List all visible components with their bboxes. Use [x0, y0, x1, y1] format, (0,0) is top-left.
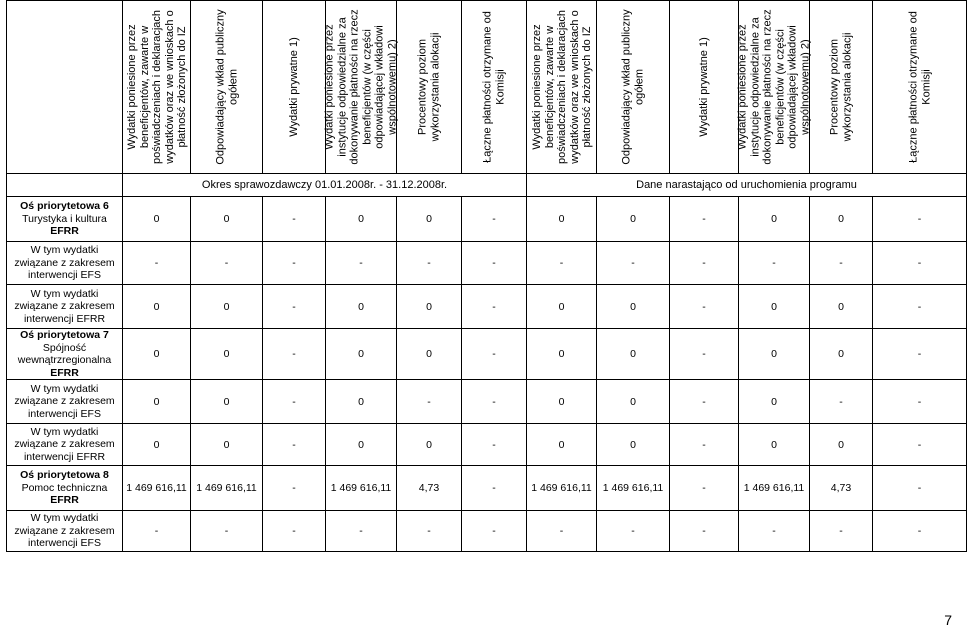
col-header — [323, 1, 398, 174]
value-cell: 0 — [597, 197, 670, 242]
value-cell: - — [191, 511, 263, 552]
value-cell: - — [462, 329, 527, 380]
col-header-label: Procentowy poziom wykorzystania alokacji — [828, 32, 853, 142]
value-cell: - — [263, 380, 326, 424]
value-cell: 0 — [810, 424, 873, 466]
row-label-line: związane z zakresem — [14, 395, 115, 408]
value-cell: - — [462, 466, 527, 511]
col-header-label: Wydatki prywatne 1) — [697, 37, 710, 137]
value-cell: 4,73 — [810, 466, 873, 511]
value-cell: - — [397, 380, 462, 424]
value-cell: - — [597, 511, 670, 552]
value-cell: - — [597, 242, 670, 285]
value-cell: - — [397, 511, 462, 552]
col-header-label: Wydatki poniesione przez beneficjentów, zawarte w poświadczeniach i deklaracjach wydatków oraz we wnioskach o płatność złożonych do IZ — [125, 9, 188, 165]
row-label-line: W tym wydatki — [30, 287, 99, 300]
value-cell: 0 — [123, 285, 191, 329]
value-cell: - — [263, 329, 326, 380]
row-label-line: W tym wydatki — [30, 512, 99, 525]
value-cell: - — [397, 242, 462, 285]
value-cell: 0 — [597, 285, 670, 329]
col-header — [873, 1, 967, 174]
col-header-label: Wydatki poniesione przez instytucje odpowiedzialne za dokonywanie płatności na rzecz beneficjentów (w części odpowiadającej wkładowi wspólnotowemu) 2) — [323, 9, 398, 165]
value-cell: - — [873, 197, 967, 242]
value-cell: - — [670, 197, 739, 242]
row-label-line: Turystyka i kultura — [22, 212, 107, 225]
col-header — [597, 1, 670, 174]
value-cell: - — [670, 329, 739, 380]
value-cell: 0 — [123, 329, 191, 380]
value-cell: 1 469 616,11 — [597, 466, 670, 511]
row-label-line: Oś priorytetowa 7 — [20, 329, 109, 341]
row-label-line: wewnątrzregionalna — [17, 354, 112, 366]
row-label — [7, 197, 123, 242]
value-cell: - — [263, 197, 326, 242]
row-label — [7, 511, 123, 552]
value-cell: 0 — [810, 285, 873, 329]
row-label-line: związane z zakresem — [14, 256, 115, 269]
col-header — [462, 1, 527, 174]
row-label-line: W tym wydatki — [30, 382, 99, 395]
value-cell: 0 — [326, 197, 397, 242]
row-label-line: związane z zakresem — [14, 524, 115, 537]
row-label — [7, 285, 123, 329]
col-header-label: Łączne płatności otrzymane od Komisji — [907, 11, 932, 163]
value-cell: 0 — [123, 380, 191, 424]
row-label-line: Oś priorytetowa 8 — [20, 469, 109, 482]
value-cell: 1 469 616,11 — [123, 466, 191, 511]
value-cell: - — [670, 466, 739, 511]
value-cell: 0 — [326, 329, 397, 380]
table-row — [7, 197, 967, 242]
col-header — [527, 1, 597, 174]
row-label-line: Pomoc techniczna — [21, 481, 108, 494]
row-label — [7, 466, 123, 511]
value-cell: - — [739, 242, 810, 285]
value-cell: 0 — [597, 380, 670, 424]
value-cell: 0 — [123, 424, 191, 466]
row-label-line: W tym wydatki — [30, 244, 99, 257]
value-cell: 0 — [739, 380, 810, 424]
value-cell: - — [873, 329, 967, 380]
value-cell: - — [527, 511, 597, 552]
value-cell: - — [670, 242, 739, 285]
value-cell: 0 — [527, 285, 597, 329]
row-label-line: interwencji EFS — [28, 269, 101, 282]
row-label-line: EFRR — [50, 366, 79, 379]
value-cell: 0 — [191, 329, 263, 380]
value-cell: 0 — [527, 424, 597, 466]
row-label — [7, 242, 123, 285]
value-cell: - — [263, 242, 326, 285]
value-cell: 1 469 616,11 — [191, 466, 263, 511]
row-label-line: W tym wydatki — [30, 425, 99, 438]
row-label-line: EFRR — [50, 225, 79, 238]
value-cell: 0 — [527, 329, 597, 380]
value-cell: - — [873, 242, 967, 285]
value-cell: - — [191, 242, 263, 285]
value-cell: - — [462, 511, 527, 552]
value-cell: - — [873, 285, 967, 329]
page-number: 7 — [944, 612, 952, 628]
table-row — [7, 466, 967, 511]
cumulative-period-label: Dane narastająco od uruchomienia programu — [527, 174, 967, 197]
row-label — [7, 424, 123, 466]
col-header — [810, 1, 873, 174]
col-header-label: Odpowiadający wkład publiczny ogółem — [620, 9, 645, 165]
col-header — [191, 1, 263, 174]
value-cell: 1 469 616,11 — [527, 466, 597, 511]
value-cell: - — [462, 197, 527, 242]
table-row — [7, 511, 967, 552]
value-cell: - — [462, 380, 527, 424]
value-cell: 0 — [739, 285, 810, 329]
period-corner-cell — [7, 174, 123, 197]
col-header — [123, 1, 191, 174]
row-label — [7, 380, 123, 424]
value-cell: - — [670, 511, 739, 552]
table-row — [7, 424, 967, 466]
col-header-label: Wydatki poniesione przez instytucje odpowiedzialne za dokonywanie płatności na rzecz beneficjentów (w części odpowiadającej wkładowi wspólnotowemu) 2) — [736, 9, 811, 165]
value-cell: - — [326, 511, 397, 552]
value-cell: 0 — [397, 197, 462, 242]
value-cell: - — [462, 285, 527, 329]
table-row — [7, 329, 967, 380]
value-cell: - — [670, 285, 739, 329]
value-cell: 0 — [739, 329, 810, 380]
value-cell: - — [873, 380, 967, 424]
value-cell: 0 — [397, 424, 462, 466]
value-cell: - — [873, 466, 967, 511]
col-header-label: Łączne płatności otrzymane od Komisji — [481, 11, 506, 163]
value-cell: 0 — [123, 197, 191, 242]
value-cell: 0 — [191, 197, 263, 242]
header-row — [7, 1, 967, 174]
value-cell: - — [739, 511, 810, 552]
value-cell: - — [873, 511, 967, 552]
col-header-label: Odpowiadający wkład publiczny ogółem — [214, 9, 239, 165]
table-row — [7, 242, 967, 285]
row-label-line: interwencji EFS — [28, 407, 101, 420]
col-header — [397, 1, 462, 174]
row-label-line: interwencji EFRR — [23, 450, 106, 463]
value-cell: 0 — [597, 424, 670, 466]
value-cell: 0 — [191, 424, 263, 466]
value-cell: - — [326, 242, 397, 285]
value-cell: 0 — [810, 329, 873, 380]
value-cell: - — [670, 380, 739, 424]
col-header-label: Procentowy poziom wykorzystania alokacji — [416, 32, 441, 142]
value-cell: 1 469 616,11 — [326, 466, 397, 511]
table-row — [7, 285, 967, 329]
period-row — [7, 174, 967, 197]
value-cell: - — [527, 242, 597, 285]
value-cell: 0 — [739, 197, 810, 242]
value-cell: - — [263, 466, 326, 511]
expenditure-table — [6, 0, 967, 552]
row-label-line: interwencji EFRR — [23, 312, 106, 325]
col-header-label: Wydatki prywatne 1) — [287, 37, 300, 137]
value-cell: 0 — [739, 424, 810, 466]
value-cell: 0 — [810, 197, 873, 242]
value-cell: 0 — [527, 197, 597, 242]
value-cell: - — [123, 242, 191, 285]
row-label — [7, 329, 123, 380]
value-cell: 0 — [191, 380, 263, 424]
col-header — [263, 1, 326, 174]
value-cell: 0 — [326, 380, 397, 424]
row-label-line: związane z zakresem — [14, 438, 115, 451]
row-label-line: interwencji EFS — [28, 537, 101, 550]
value-cell: 0 — [527, 380, 597, 424]
table-row — [7, 380, 967, 424]
value-cell: - — [810, 511, 873, 552]
value-cell: 1 469 616,11 — [739, 466, 810, 511]
col-header — [670, 1, 739, 174]
value-cell: - — [873, 424, 967, 466]
value-cell: - — [670, 424, 739, 466]
row-label-line: związane z zakresem — [14, 300, 115, 313]
value-cell: - — [462, 424, 527, 466]
value-cell: - — [123, 511, 191, 552]
corner-cell — [7, 1, 123, 174]
col-header — [736, 1, 811, 174]
value-cell: 0 — [326, 424, 397, 466]
value-cell: 0 — [597, 329, 670, 380]
value-cell: 0 — [326, 285, 397, 329]
reporting-period-label: Okres sprawozdawczy 01.01.2008r. - 31.12.2008r. — [123, 174, 527, 197]
row-label-line: Spójność — [42, 341, 87, 354]
value-cell: 0 — [191, 285, 263, 329]
value-cell: 4,73 — [397, 466, 462, 511]
col-header-label: Wydatki poniesione przez beneficjentów, zawarte w poświadczeniach i deklaracjach wydatków oraz we wnioskach o płatność złożonych do IZ — [530, 9, 593, 165]
value-cell: - — [810, 380, 873, 424]
value-cell: 0 — [397, 329, 462, 380]
row-label-line: Oś priorytetowa 6 — [20, 200, 109, 213]
value-cell: - — [462, 242, 527, 285]
value-cell: - — [810, 242, 873, 285]
row-label-line: EFRR — [50, 494, 79, 507]
value-cell: - — [263, 424, 326, 466]
value-cell: - — [263, 285, 326, 329]
value-cell: 0 — [397, 285, 462, 329]
value-cell: - — [263, 511, 326, 552]
